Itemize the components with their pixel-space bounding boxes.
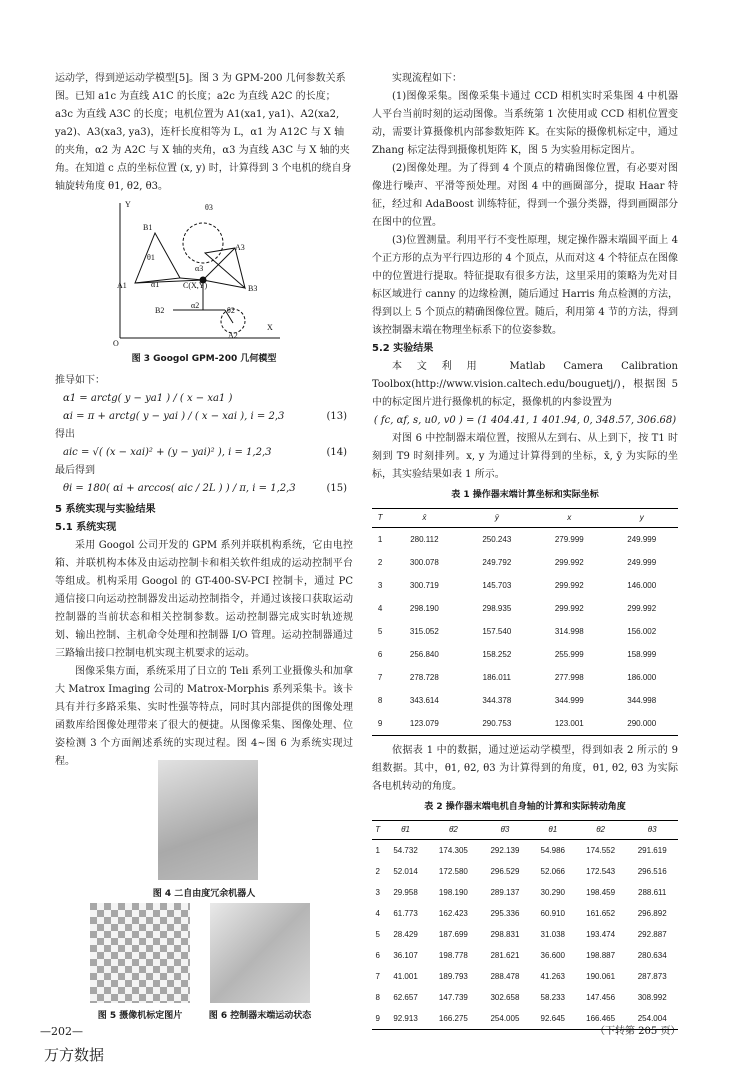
table-cell: 198.887 — [586, 951, 616, 960]
table-cell: 158.252 — [482, 650, 512, 659]
table-cell: 5 — [377, 627, 383, 636]
diagram-label: X — [267, 323, 273, 332]
table-cell: 249.999 — [627, 558, 657, 567]
continued-note: （下转第 205 页） — [595, 1026, 681, 1037]
table-cell: 299.992 — [554, 558, 584, 567]
equation-number: (13) — [326, 411, 347, 422]
table-cell: 166.465 — [575, 1008, 627, 1030]
figure6-caption: 图 6 控制器末端运动状态 — [208, 1011, 312, 1021]
table-cell: 279.999 — [554, 535, 584, 544]
table-cell: 52.014 — [393, 867, 418, 876]
table-cell: 36.600 — [540, 951, 565, 960]
table-cell: 249.792 — [482, 558, 512, 567]
table-row — [372, 882, 678, 903]
paragraph-capture: (1)图像采集。图像采集卡通过 CCD 相机实时采集图 4 中机器人平台当前时刻的运动图像。当系统第 1 次使用或 CCD 相机位置变动，需要计算摄像机内部参数矩阵 K。在实际的摄像机标定中，通过 Zhang 标定法得到摄像机矩阵 K，图 5 为实验用标定图片。 — [372, 91, 678, 156]
table-row — [372, 924, 678, 945]
table-cell: 158.999 — [627, 650, 657, 659]
equation-number: (14) — [326, 447, 347, 458]
diagram-label: A3 — [235, 243, 245, 252]
table-cell: 62.657 — [393, 993, 418, 1002]
table-cell: 299.992 — [627, 604, 657, 613]
table-cell: 343.614 — [409, 696, 439, 705]
table-header: T — [372, 821, 383, 840]
diagram-label: α3 — [195, 264, 204, 273]
table-row — [372, 597, 678, 620]
table-cell: 250.243 — [482, 535, 512, 544]
table-cell: 289.137 — [490, 888, 520, 897]
table-cell: 58.233 — [540, 993, 565, 1002]
table-cell: 123.079 — [388, 712, 460, 736]
section-heading: 5 系统实现与实验结果 — [55, 504, 156, 515]
diagram-label: α2 — [191, 301, 200, 310]
subsection-heading: 5.2 实验结果 — [372, 343, 434, 354]
table-row — [372, 574, 678, 597]
table-cell: 255.999 — [554, 650, 584, 659]
formula-alpha1: α1 = arctg( y − ya1 ) / ( x − xa1 ) — [63, 393, 233, 404]
paragraph-processing: (2)图像处理。为了得到 4 个顶点的精确图像位置，有必要对图像进行噪声、平滑等预处理。对图 4 中的画圈部分，提取 Haar 特征，经过和 AdaBoost 训练特征，得到一个强分类器，得到画圈部分在图中的位置。 — [372, 163, 678, 228]
table-cell: 92.913 — [383, 1008, 427, 1030]
motion-states-photo — [210, 903, 310, 1003]
table-cell: 291.619 — [637, 846, 667, 855]
table-cell: 60.910 — [540, 909, 565, 918]
table-row — [372, 551, 678, 574]
table-cell: 41.263 — [540, 972, 565, 981]
table1 — [372, 508, 678, 736]
table-header: θ̄1 — [383, 821, 427, 840]
robot-photo — [158, 760, 258, 880]
flow-intro: 实现流程如下： — [392, 73, 462, 84]
diagram-label: B2 — [155, 306, 165, 315]
equation-number: (15) — [326, 483, 347, 494]
table-header: θ̄2 — [428, 821, 480, 840]
table-cell: 157.540 — [482, 627, 512, 636]
table1-title: 表 1 操作器末端计算坐标和实际坐标 — [451, 490, 599, 500]
table-cell: 288.611 — [638, 888, 667, 897]
derive-label: 推导如下： — [55, 375, 105, 386]
figure5-caption: 图 5 摄像机标定图片 — [97, 1011, 183, 1021]
diagram-label: θ3 — [205, 203, 213, 212]
table-cell: 147.456 — [586, 993, 616, 1002]
table-cell: 292.887 — [637, 930, 667, 939]
diagram-label: A1 — [117, 281, 127, 290]
table-cell: 296.516 — [637, 867, 667, 876]
table-cell: 5 — [375, 930, 380, 939]
paragraph-table2-intro: 依据表 1 中的数据，通过逆运动学模型，得到如表 2 所示的 9 组数据。其中，θ1, θ2, θ3 为计算得到的角度，θ1, θ2, θ3 为实际各电机转动的角度。 — [372, 745, 678, 792]
table-cell: 299.992 — [554, 581, 584, 590]
table-cell: 308.992 — [637, 993, 667, 1002]
paragraph-intro: 运动学，得到逆运动学模型[5]。图 3 为 GPM-200 几何参数关系图。已知 a1c 为直线 A1C 的长度；a2c 为直线 A2C 的长度；a3c 为直线 A3C 的长度；电机位置为 A1(xa1, ya1)、A2(xa2, ya2)、A3(xa3, ya3)，连杆长度相等为 L，α1 为 A12C 与 X 轴的夹角，α2 为 A2C 与 X 轴的夹角，α3 为直线 A3C 与 X 轴的夹角。在知道 c 点的坐标位置 (x, y) 时，计算得到 3 个电机的绕自身轴旋转角度 θ1, θ2, θ3。 — [55, 73, 352, 192]
table-cell: 8 — [377, 696, 383, 705]
formula-aic: aic = √( (x − xai)² + (y − yai)² ), i = 1,2,3 (14) — [55, 444, 353, 462]
table-cell: 186.011 — [482, 673, 511, 682]
table-row — [372, 966, 678, 987]
table-cell: 278.728 — [409, 673, 439, 682]
table-cell: 1 — [377, 535, 383, 544]
table-cell: 3 — [377, 581, 383, 590]
table-cell: 300.078 — [409, 558, 439, 567]
subsection-heading: 5.1 系统实现 — [55, 522, 117, 533]
table-cell: 92.645 — [531, 1008, 575, 1030]
table-row — [372, 987, 678, 1008]
table-cell: 254.005 — [479, 1008, 531, 1030]
table-cell: 254.004 — [626, 1008, 678, 1030]
table-row — [372, 689, 678, 712]
paragraph-table1-intro: 对图 6 中控制器末端位置，按照从左到右、从上到下，按 T1 时刻到 T9 时刻排列。x, y 为通过计算得到的坐标，x̄, ȳ 为实际的坐标，其实验结果如表 1 所示。 — [372, 433, 678, 480]
left-column — [55, 70, 353, 771]
diagram-label: B1 — [143, 223, 153, 232]
diagram-label: θ2 — [227, 306, 235, 315]
table-row — [372, 903, 678, 924]
table-cell: 156.002 — [627, 627, 657, 636]
table-cell: 189.793 — [438, 972, 468, 981]
figure4-caption: 图 4 二自由度冗余机器人 — [152, 889, 256, 899]
brand-watermark: 万方数据 — [44, 1046, 105, 1064]
table-row — [372, 528, 678, 552]
table-header: x — [533, 509, 605, 528]
paragraph-image-capture: 图像采集方面，系统采用了日立的 Teli 系列工业摄像头和加拿大 Matrox Imaging 公司的 Matrox-Morphis 系列采集卡。该卡具有并行多路采集、实时性强等特点，同时其内部提供的图像处理函数库给图像处理带来了很大的便捷。从图像采集、图像处理、位姿检测 3 个方面阐述系统的实现过程。图 4~图 6 为系统实现过程。 — [55, 666, 353, 767]
table-cell: 9 — [372, 1008, 383, 1030]
table-cell: 166.275 — [428, 1008, 480, 1030]
table-cell: 162.423 — [438, 909, 468, 918]
table-cell: 281.621 — [490, 951, 520, 960]
calibration-photo — [90, 903, 190, 1003]
figure3-caption: 图 3 Googol GPM-200 几何模型 — [131, 354, 277, 364]
table-cell: 52.066 — [540, 867, 565, 876]
table-row — [372, 666, 678, 689]
table-cell: 296.892 — [637, 909, 667, 918]
table-header: θ2 — [575, 821, 627, 840]
table-cell: 249.999 — [627, 535, 657, 544]
table-header: θ3 — [626, 821, 678, 840]
table-cell: 2 — [377, 558, 383, 567]
table-cell: 198.190 — [438, 888, 468, 897]
table-cell: 298.190 — [409, 604, 439, 613]
table-cell: 147.739 — [438, 993, 468, 1002]
table-header: θ̄3 — [479, 821, 531, 840]
table2-title: 表 2 操作器末端电机自身轴的计算和实际转动角度 — [424, 802, 626, 812]
table-cell: 4 — [377, 604, 383, 613]
table-cell: 344.378 — [482, 696, 512, 705]
table-header: x̄ — [388, 509, 460, 528]
table-cell: 193.474 — [586, 930, 616, 939]
table-cell: 1 — [375, 846, 380, 855]
table-cell: 30.290 — [540, 888, 565, 897]
diagram-label: α1 — [151, 280, 160, 289]
table-header: y — [606, 509, 679, 528]
table-cell: 298.935 — [482, 604, 512, 613]
diagram-label: B3 — [248, 284, 258, 293]
table-cell: 290.753 — [461, 712, 533, 736]
table-cell: 6 — [377, 650, 383, 659]
table-cell: 31.038 — [540, 930, 565, 939]
table2 — [372, 820, 678, 1030]
table-row — [372, 861, 678, 882]
table-header: θ1 — [531, 821, 575, 840]
table-cell: 290.000 — [606, 712, 679, 736]
table-cell: 344.998 — [627, 696, 657, 705]
table-cell: 280.634 — [637, 951, 667, 960]
diagram-label: θ1 — [147, 253, 155, 262]
table-cell: 302.658 — [490, 993, 520, 1002]
gpm200-geometry-diagram — [55, 198, 353, 348]
result-label: 得出 — [55, 429, 75, 440]
table-cell: 54.732 — [393, 846, 418, 855]
diagram-label: Y — [125, 200, 131, 209]
table-cell: 29.958 — [393, 888, 418, 897]
table-cell: 2 — [375, 867, 380, 876]
paragraph-system: 采用 Googol 公司开发的 GPM 系列并联机构系统，它由电控箱、并联机构本体及由运动控制卡和相关软件组成的运动控制平台等组成。机构采用 Googol 的 GT-400-SV-PCI 控制卡，通过 PC 通信接口向运动控制器发出运动控制指令，并通过该接口获取运动控制器的当前状态和相关控制参数。运动控制器完成实时轨迹规划、输出控制、主机命令处理和控制器 I/O 管理。运动控制器通过三路输出接口控制电机实现主机要求的运动。 — [55, 540, 353, 659]
diagram-label: A2 — [228, 331, 238, 340]
formula-alphai: αi = π + arctg( y − yai ) / ( x − xai ), i = 2,3 (13) — [55, 408, 353, 426]
table-cell: 256.840 — [409, 650, 439, 659]
paragraph-calibration: 本文利用 Matlab Camera Calibration Toolbox(http://www.vision.caltech.edu/bouguetj/)，根据图 5 中的标定图片进行摄像机的标定，摄像机的内参设置为 — [372, 361, 678, 408]
table-cell: 314.998 — [554, 627, 584, 636]
table-cell: 174.552 — [586, 846, 616, 855]
table-cell: 28.429 — [393, 930, 418, 939]
table-cell: 145.703 — [482, 581, 512, 590]
table-cell: 7 — [375, 972, 380, 981]
table-cell: 299.992 — [554, 604, 584, 613]
table-cell: 7 — [377, 673, 383, 682]
table-cell: 36.107 — [393, 951, 418, 960]
table-cell: 186.000 — [627, 673, 657, 682]
table-cell: 161.652 — [586, 909, 616, 918]
formula-theta: θi = 180( αi + arccos( aic / 2L ) ) / π, i = 1,2,3 (15) — [55, 480, 353, 498]
table-cell: 3 — [375, 888, 380, 897]
table-cell: 198.778 — [438, 951, 468, 960]
table-cell: 344.999 — [554, 696, 584, 705]
diagram-label: O — [113, 339, 119, 348]
page-number: —202— — [40, 1025, 83, 1038]
table-cell: 54.986 — [540, 846, 565, 855]
table-row — [372, 840, 678, 862]
paragraph-measurement: (3)位置测量。利用平行不变性原理，规定操作器末端圆平面上 4 个正方形的点为平行四边形的 4 个顶点，从而对这 4 个特征点在图像中的位置进行提取。特征提取有很多方法，这里采用的策略为先对目标区域进行 canny 的边缘检测，随后通过 Harris 角点检测的方法，得到以上 5 个顶点的精确图像位置。随后，利用第 4 节的方法，得到该控制器末端在物理坐标系下的位姿参数。 — [372, 235, 678, 336]
table-cell: 288.478 — [490, 972, 520, 981]
final-label: 最后得到 — [55, 465, 95, 476]
table-cell: 4 — [375, 909, 380, 918]
table-cell: 61.773 — [393, 909, 418, 918]
table-cell: 9 — [372, 712, 388, 736]
camera-params: ( fc, αf, s, u0, v0 ) = (1 404.41, 1 401.94, 0, 348.57, 306.68) — [373, 415, 677, 426]
table-cell: 6 — [375, 951, 380, 960]
table-row — [372, 620, 678, 643]
table-cell: 8 — [375, 993, 380, 1002]
table-cell: 187.699 — [438, 930, 468, 939]
table-cell: 172.580 — [438, 867, 468, 876]
table-cell: 296.529 — [490, 867, 520, 876]
table-cell: 315.052 — [409, 627, 439, 636]
table-cell: 172.543 — [586, 867, 616, 876]
table-cell: 295.336 — [490, 909, 520, 918]
table-cell: 146.000 — [627, 581, 657, 590]
table-cell: 41.001 — [393, 972, 418, 981]
table-cell: 300.719 — [409, 581, 439, 590]
table-row — [372, 945, 678, 966]
table-header: ȳ — [461, 509, 533, 528]
right-column — [372, 70, 678, 1030]
table-cell: 174.305 — [438, 846, 468, 855]
table-header: T — [372, 509, 388, 528]
table-cell: 280.112 — [410, 535, 439, 544]
table-cell: 277.998 — [554, 673, 584, 682]
table-cell: 190.061 — [586, 972, 616, 981]
diagram-label: C(X,Y) — [183, 281, 208, 290]
table-cell: 287.873 — [637, 972, 667, 981]
table-cell: 123.001 — [533, 712, 605, 736]
table-cell: 292.139 — [490, 846, 520, 855]
table-row — [372, 643, 678, 666]
table-row — [372, 712, 678, 736]
table-cell: 298.831 — [490, 930, 520, 939]
table-cell: 198.459 — [586, 888, 616, 897]
